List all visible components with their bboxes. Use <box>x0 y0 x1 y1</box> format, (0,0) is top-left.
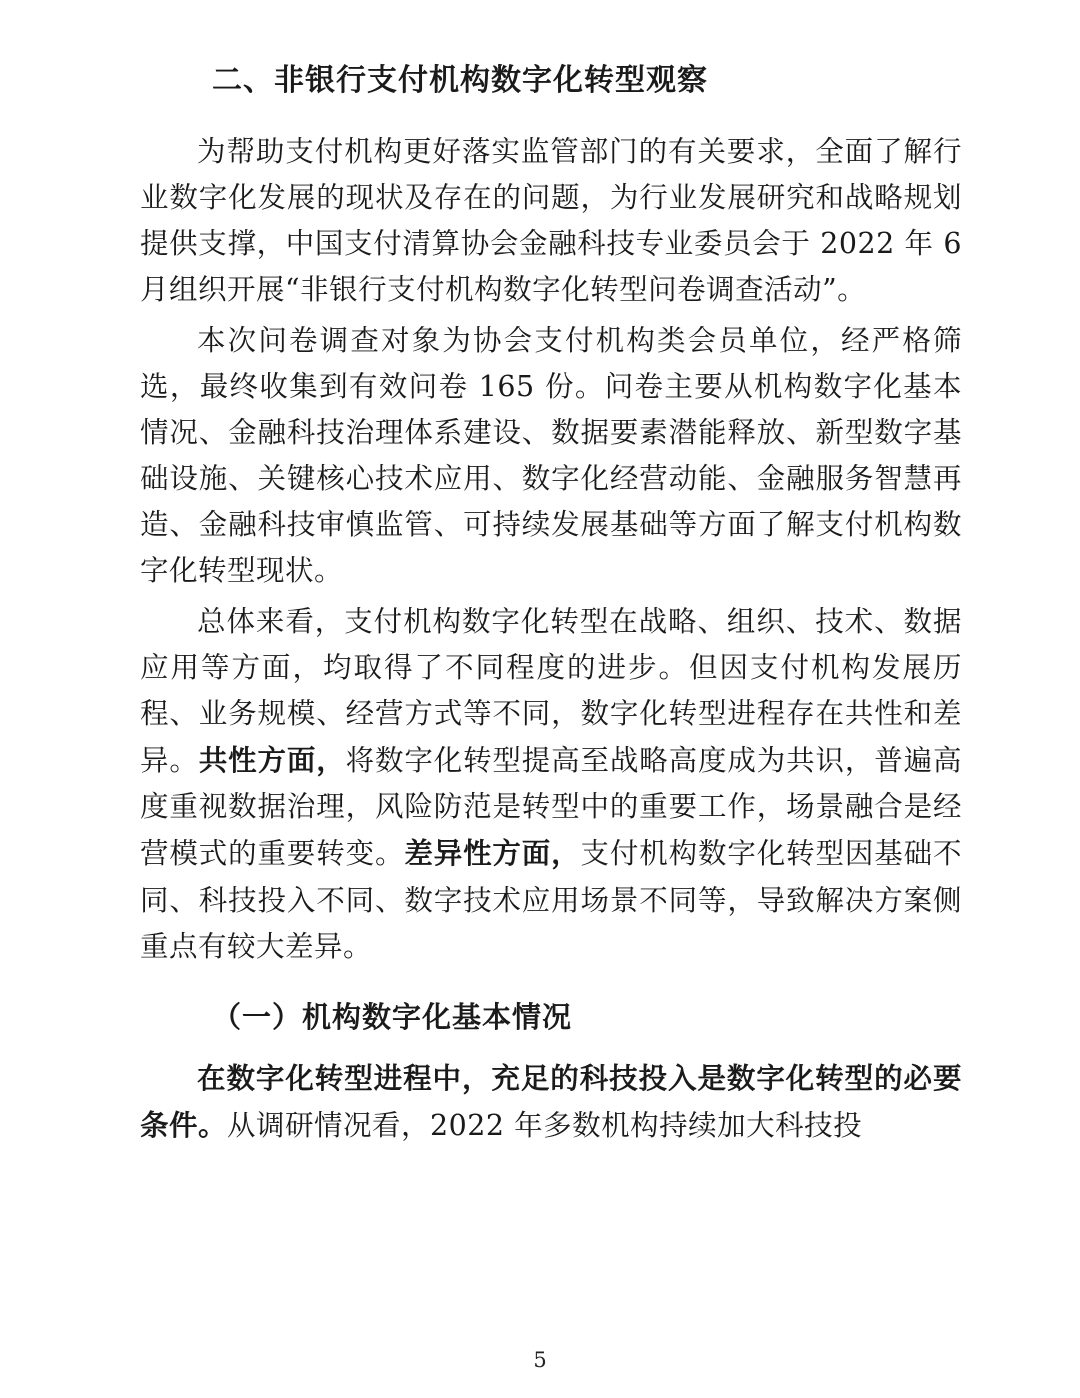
paragraph-3-run-5: 支付机构数字化转型因基础不同、科技投入不同、数字技术应用场景不同等，导致解决方案侧重点有较大差异。 <box>140 837 962 963</box>
paragraph-4-run-1-emphasis: 在数字化转型进程中，充足的科技投入是数字化转型的必要条件。 <box>140 1061 962 1143</box>
subsection-title: （一）机构数字化基本情况 <box>212 999 573 1034</box>
paragraph-1-run-1: 为帮助支付机构更好落实监管部门的有关要求，全面了解行业数字化发展的现状及存在的问题，为行业发展研究和战略规划提供支撑，中国支付清算协会金融科技专业委员会于 2022 年 6 月组织开展“非银行支付机构数字化转型问卷调查活动”。 <box>140 135 962 307</box>
paragraph-4 <box>140 1055 962 1149</box>
page-number: 5 <box>533 1348 547 1372</box>
paragraph-3-run-1: 总体来看，支付机构数字化转型在战略、组织、技术、数据应用等方面，均取得了不同程度的进步。但因支付机构发展历程、业务规模、经营方式等不同，数字化转型进程存在共性和差异。 <box>140 604 962 778</box>
paragraph-4-run-2: 从调研情况看，2022 年多数机构持续加大科技投 <box>227 1109 863 1143</box>
section-title: 二、非银行支付机构数字化转型观察 <box>212 63 708 98</box>
paragraph-1 <box>140 129 962 314</box>
paragraph-3-run-2-emphasis: 共性方面， <box>198 743 346 778</box>
paragraph-3-run-4-emphasis: 差异性方面， <box>404 836 581 871</box>
paragraph-3 <box>140 599 962 970</box>
paragraph-3-run-3: 将数字化转型提高至战略高度成为共识，普遍高度重视数据治理，风险防范是转型中的重要工作，场景融合是经营模式的重要转变。 <box>140 744 962 871</box>
paragraph-2-run-1: 本次问卷调查对象为协会支付机构类会员单位，经严格筛选，最终收集到有效问卷 165 份。问卷主要从机构数字化基本情况、金融科技治理体系建设、数据要素潜能释放、新型数字基础设施、关键核心技术应用、数字化经营动能、金融服务智慧再造、金融科技审慎监管、可持续发展基础等方面了解支付机构数字化转型现状。 <box>140 323 962 588</box>
paragraph-2 <box>140 318 962 595</box>
